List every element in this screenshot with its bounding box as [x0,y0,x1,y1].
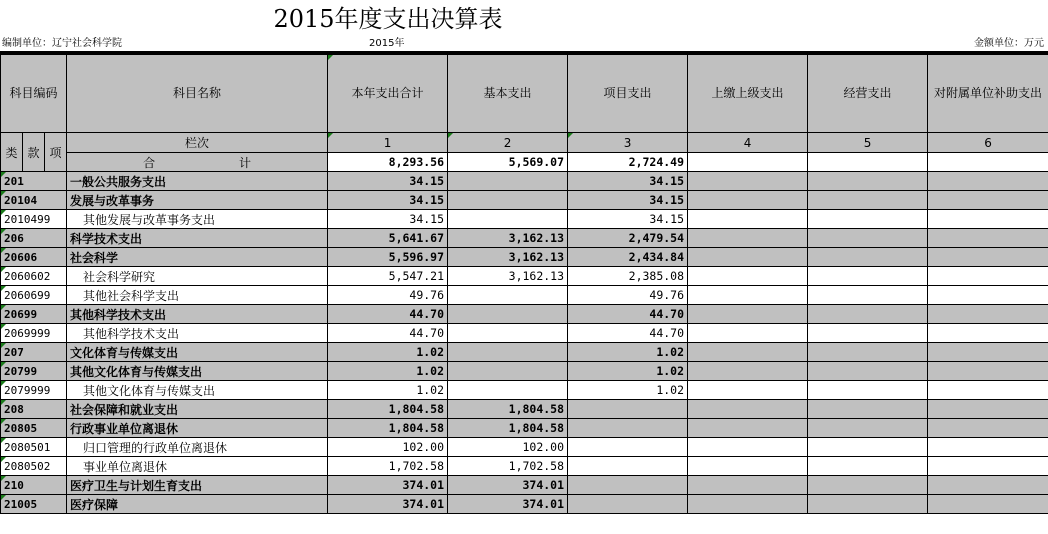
row-project[interactable]: 49.76 [568,286,688,305]
row-operating[interactable] [808,172,928,191]
row-total[interactable]: 374.01 [328,476,448,495]
row-operating[interactable] [808,305,928,324]
row-upper[interactable] [688,400,808,419]
row-total[interactable]: 5,547.21 [328,267,448,286]
row-basic[interactable]: 3,162.13 [448,229,568,248]
header-code[interactable]: 科目编码 [1,55,67,133]
amount-unit-label: 金额单位：万元 [974,38,1044,49]
row-project[interactable] [568,438,688,457]
header-project[interactable]: 项目支出 [568,55,688,133]
row-subsidy[interactable] [928,381,1048,400]
row-total[interactable]: 44.70 [328,305,448,324]
compiling-unit-label: 编制单位：辽宁社会科学院 [2,38,122,49]
row-basic[interactable]: 1,804.58 [448,400,568,419]
row-total[interactable]: 1.02 [328,381,448,400]
row-operating[interactable] [808,457,928,476]
header-name[interactable]: 科目名称 [67,55,328,133]
row-upper[interactable] [688,191,808,210]
row-upper[interactable] [688,381,808,400]
header-operating[interactable]: 经营支出 [808,55,928,133]
row-operating[interactable] [808,476,928,495]
row-upper[interactable] [688,210,808,229]
table-row [1,286,1048,305]
row-operating[interactable] [808,400,928,419]
row-name[interactable]: 其他文化体育与传媒支出 [67,362,328,381]
year-label: 2015年 [369,38,405,49]
row-subsidy[interactable] [928,438,1048,457]
header-basic[interactable]: 基本支出 [448,55,568,133]
col-index-3[interactable]: 3 [568,133,688,153]
row-name[interactable]: 社会保障和就业支出 [67,400,328,419]
row-project[interactable] [568,495,688,514]
table-row [1,343,1048,362]
col-index-1[interactable]: 1 [328,133,448,153]
row-operating[interactable] [808,381,928,400]
header-total[interactable]: 本年支出合计 [328,55,448,133]
row-basic[interactable] [448,305,568,324]
table-row [1,419,1048,438]
table-row [1,381,1048,400]
row-upper[interactable] [688,343,808,362]
row-upper[interactable] [688,362,808,381]
row-total[interactable]: 1,804.58 [328,400,448,419]
row-basic[interactable] [448,343,568,362]
row-name[interactable]: 一般公共服务支出 [67,172,328,191]
row-basic[interactable]: 374.01 [448,495,568,514]
row-subsidy[interactable] [928,229,1048,248]
row-operating[interactable] [808,495,928,514]
table-row [1,324,1048,343]
row-operating[interactable] [808,343,928,362]
row-project[interactable]: 34.15 [568,210,688,229]
table-row [1,172,1048,191]
row-code[interactable]: 20606 [1,248,67,267]
row-project[interactable]: 34.15 [568,191,688,210]
row-name[interactable]: 行政事业单位离退休 [67,419,328,438]
header-row [1,55,1048,133]
row-operating[interactable] [808,229,928,248]
row-subsidy[interactable] [928,210,1048,229]
row-name[interactable]: 社会科学研究 [67,267,328,286]
row-operating[interactable] [808,324,928,343]
row-code[interactable]: 208 [1,400,67,419]
table-row [1,438,1048,457]
row-subsidy[interactable] [928,457,1048,476]
row-upper[interactable] [688,419,808,438]
header-subsidy[interactable]: 对附属单位补助支出 [928,55,1048,133]
row-project[interactable] [568,457,688,476]
total-operating[interactable] [808,153,928,172]
table-row [1,457,1048,476]
row-subsidy[interactable] [928,400,1048,419]
row-name[interactable]: 发展与改革事务 [67,191,328,210]
row-operating[interactable] [808,248,928,267]
row-project[interactable]: 44.70 [568,324,688,343]
row-basic[interactable]: 3,162.13 [448,248,568,267]
row-total[interactable]: 1,804.58 [328,419,448,438]
row-subsidy[interactable] [928,248,1048,267]
total-upper[interactable] [688,153,808,172]
row-upper[interactable] [688,248,808,267]
row-operating[interactable] [808,438,928,457]
row-operating[interactable] [808,286,928,305]
row-name[interactable]: 其他文化体育与传媒支出 [67,381,328,400]
row-name[interactable]: 科学技术支出 [67,229,328,248]
page-title: 2015年度支出决算表 [273,5,503,33]
row-basic[interactable] [448,172,568,191]
row-upper[interactable] [688,324,808,343]
row-basic[interactable] [448,362,568,381]
row-total[interactable]: 1.02 [328,362,448,381]
row-subsidy[interactable] [928,495,1048,514]
row-name[interactable]: 归口管理的行政单位离退休 [67,438,328,457]
row-upper[interactable] [688,229,808,248]
table-row [1,476,1048,495]
table-row [1,210,1048,229]
table-row [1,305,1048,324]
total-project[interactable]: 2,724.49 [568,153,688,172]
row-subsidy[interactable] [928,324,1048,343]
row-total[interactable]: 1.02 [328,343,448,362]
header-lei[interactable]: 类 [1,133,23,172]
row-subsidy[interactable] [928,362,1048,381]
row-project[interactable] [568,400,688,419]
total-label-b: 计 [238,155,251,170]
row-subsidy[interactable] [928,191,1048,210]
row-total[interactable]: 34.15 [328,172,448,191]
row-total[interactable]: 5,641.67 [328,229,448,248]
row-code[interactable]: 2080502 [1,457,67,476]
row-project[interactable]: 1.02 [568,362,688,381]
row-operating[interactable] [808,191,928,210]
row-name[interactable]: 社会科学 [67,248,328,267]
row-total[interactable]: 5,596.97 [328,248,448,267]
row-project[interactable]: 34.15 [568,172,688,191]
row-name[interactable]: 医疗卫生与计划生育支出 [67,476,328,495]
row-project[interactable]: 44.70 [568,305,688,324]
row-upper[interactable] [688,172,808,191]
total-subsidy[interactable] [928,153,1048,172]
row-subsidy[interactable] [928,305,1048,324]
row-upper[interactable] [688,495,808,514]
row-total[interactable]: 374.01 [328,495,448,514]
col-index-4[interactable]: 4 [688,133,808,153]
row-name[interactable]: 其他科学技术支出 [67,305,328,324]
row-subsidy[interactable] [928,476,1048,495]
row-project[interactable]: 2,385.08 [568,267,688,286]
row-operating[interactable] [808,419,928,438]
row-upper[interactable] [688,438,808,457]
row-subsidy[interactable] [928,343,1048,362]
row-basic[interactable] [448,324,568,343]
row-name[interactable]: 其他发展与改革事务支出 [67,210,328,229]
row-project[interactable]: 2,479.54 [568,229,688,248]
expenditure-table [0,54,1048,514]
row-subsidy[interactable] [928,267,1048,286]
table-row [1,229,1048,248]
row-code[interactable]: 2060602 [1,267,67,286]
row-upper[interactable] [688,457,808,476]
row-project[interactable]: 1.02 [568,381,688,400]
row-operating[interactable] [808,362,928,381]
table-row [1,362,1048,381]
row-basic[interactable] [448,210,568,229]
row-basic[interactable] [448,191,568,210]
row-name[interactable]: 医疗保障 [67,495,328,514]
row-basic[interactable]: 102.00 [448,438,568,457]
header-kuan[interactable]: 款 [23,133,45,172]
row-subsidy[interactable] [928,419,1048,438]
row-name[interactable]: 文化体育与传媒支出 [67,343,328,362]
total-row [1,153,1048,172]
row-code[interactable]: 20699 [1,305,67,324]
row-upper[interactable] [688,476,808,495]
row-basic[interactable]: 3,162.13 [448,267,568,286]
table-row [1,495,1048,514]
row-basic[interactable]: 1,702.58 [448,457,568,476]
total-amount[interactable]: 8,293.56 [328,153,448,172]
row-project[interactable] [568,419,688,438]
row-total[interactable]: 49.76 [328,286,448,305]
row-operating[interactable] [808,210,928,229]
row-code[interactable]: 2060699 [1,286,67,305]
table-row [1,248,1048,267]
table-row [1,267,1048,286]
row-project[interactable]: 1.02 [568,343,688,362]
row-code[interactable]: 20805 [1,419,67,438]
row-basic[interactable]: 374.01 [448,476,568,495]
row-code[interactable]: 2079999 [1,381,67,400]
col-index-5[interactable]: 5 [808,133,928,153]
row-total[interactable]: 34.15 [328,210,448,229]
row-basic[interactable] [448,381,568,400]
row-code[interactable]: 201 [1,172,67,191]
row-total[interactable]: 44.70 [328,324,448,343]
row-upper[interactable] [688,305,808,324]
row-code[interactable]: 206 [1,229,67,248]
row-name[interactable]: 事业单位离退休 [67,457,328,476]
row-subsidy[interactable] [928,172,1048,191]
row-name[interactable]: 其他科学技术支出 [67,324,328,343]
column-index-label[interactable]: 栏次 [67,133,328,153]
row-upper[interactable] [688,267,808,286]
col-index-6[interactable]: 6 [928,133,1048,153]
row-code[interactable]: 2010499 [1,210,67,229]
row-code[interactable]: 207 [1,343,67,362]
row-basic[interactable]: 1,804.58 [448,419,568,438]
row-code[interactable]: 210 [1,476,67,495]
row-name[interactable]: 其他社会科学支出 [67,286,328,305]
row-total[interactable]: 34.15 [328,191,448,210]
row-project[interactable] [568,476,688,495]
table-row [1,191,1048,210]
row-code[interactable]: 20104 [1,191,67,210]
total-label-a: 合 [143,155,156,170]
row-project[interactable]: 2,434.84 [568,248,688,267]
row-basic[interactable] [448,286,568,305]
total-label-cell[interactable] [67,153,328,172]
row-code[interactable]: 21005 [1,495,67,514]
index-row [1,133,1048,153]
total-basic[interactable]: 5,569.07 [448,153,568,172]
header-upper[interactable]: 上缴上级支出 [688,55,808,133]
row-total[interactable]: 102.00 [328,438,448,457]
row-total[interactable]: 1,702.58 [328,457,448,476]
row-code[interactable]: 2069999 [1,324,67,343]
row-code[interactable]: 2080501 [1,438,67,457]
col-index-2[interactable]: 2 [448,133,568,153]
row-subsidy[interactable] [928,286,1048,305]
row-operating[interactable] [808,267,928,286]
row-code[interactable]: 20799 [1,362,67,381]
row-upper[interactable] [688,286,808,305]
header-xiang[interactable]: 项 [45,133,67,172]
table-row [1,400,1048,419]
